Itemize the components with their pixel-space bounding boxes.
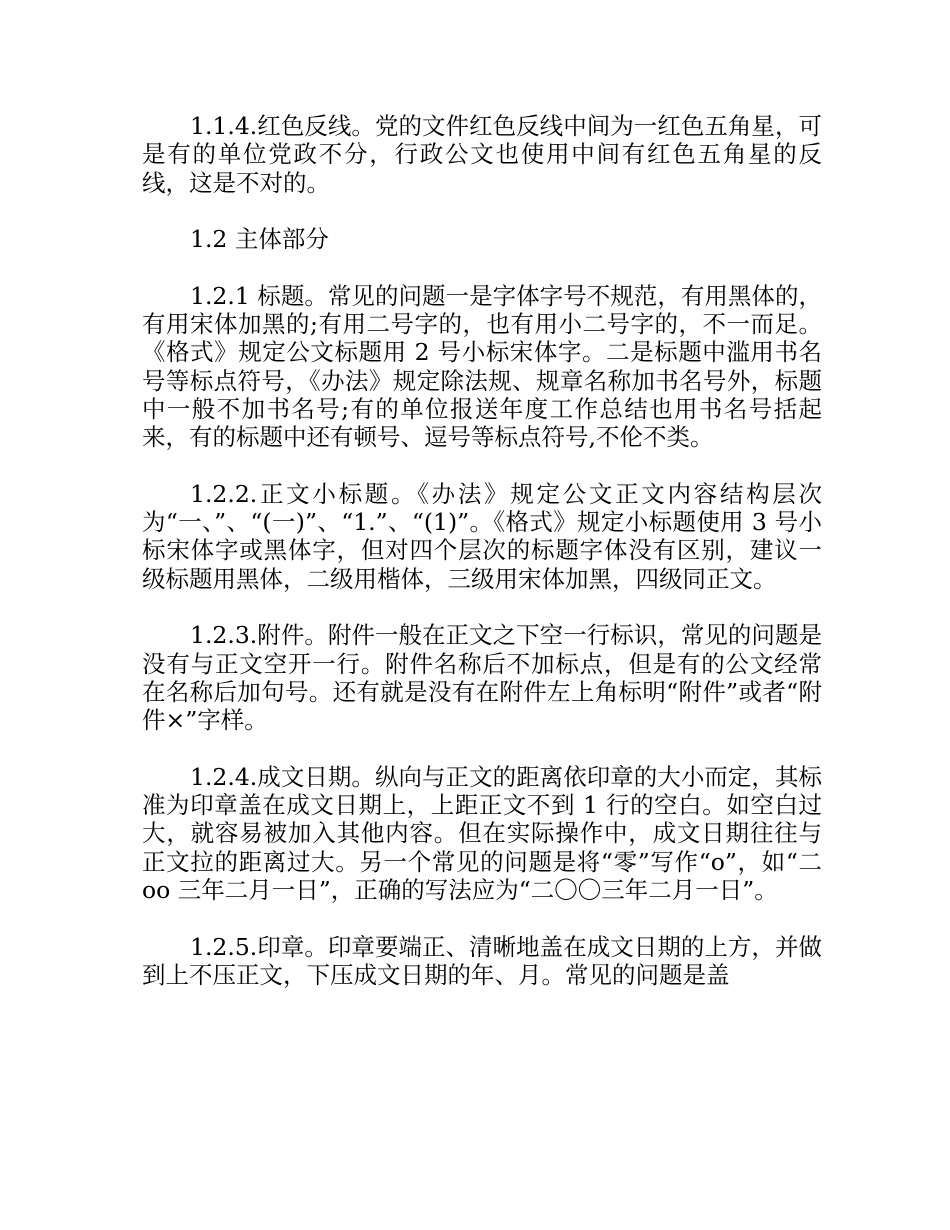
paragraph-date: 1.2.4.成文日期。纵向与正文的距离依印章的大小而定，其标准为印章盖在成文日期上，上距正文不到 1 行的空白。如空白过大，就容易被加入其他内容。但在实际操作中，成文日期往往与正文拉的距离过大。另一个常见的问题是将“零”写作“o”，如“二 oo 三年二月一日”，正确的写法应为“二〇〇三年二月一日”。 [142, 762, 822, 905]
paragraph-seal: 1.2.5.印章。印章要端正、清晰地盖在成文日期的上方，并做到上不压正文，下压成文日期的年、月。常见的问题是盖 [142, 932, 822, 989]
section-heading-main-body: 1.2 主体部分 [190, 225, 329, 254]
paragraph-red-line: 1.1.4.红色反线。党的文件红色反线中间为一红色五角星，可是有的单位党政不分，行政公文也使用中间有红色五角星的反线，这是不对的。 [142, 112, 822, 197]
paragraph-attachment: 1.2.3.附件。附件一般在正文之下空一行标识，常见的问题是没有与正文空开一行。附件名称后不加标点，但是有的公文经常在名称后加句号。还有就是没有在附件左上角标明“附件”或者“附件×”字样。 [142, 621, 822, 735]
document-body [142, 112, 822, 1018]
paragraph-title: 1.2.1 标题。常见的问题一是字体字号不规范，有用黑体的，有用宋体加黑的;有用二号字的，也有用小二号字的，不一而足。《格式》规定公文标题用 2 号小标宋体字。二是标题中滥用书名号等标点符号，《办法》规定除法规、规章名称加书名号外，标题中一般不加书名号;有的单位报送年度工作总结也用书名号括起来，有的标题中还有顿号、逗号等标点符号,不伦不类。 [142, 281, 822, 452]
paragraph-subtitle: 1.2.2.正文小标题。《办法》规定公文正文内容结构层次为“一、”、“(一)”、“1.”、“(1)”。《格式》规定小标题使用 3 号小标宋体字或黑体字，但对四个层次的标题字体没有区别，建议一级标题用黑体，二级用楷体，三级用宋体加黑，四级同正文。 [142, 479, 822, 593]
